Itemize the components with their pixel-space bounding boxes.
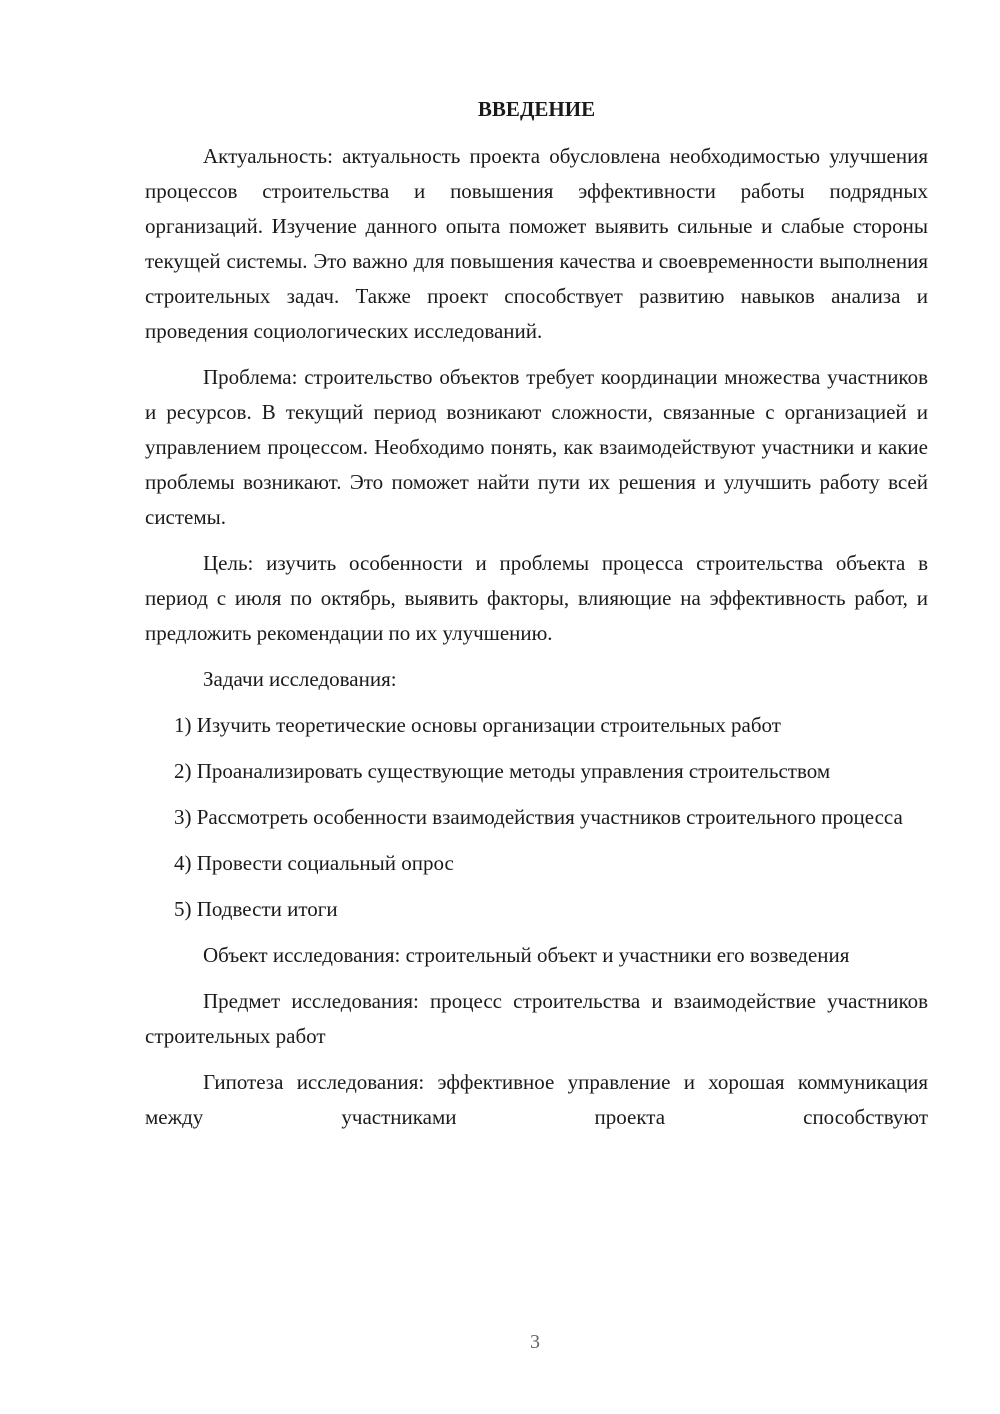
- paragraph-relevance: Актуальность: актуальность проекта обусловлена необходимостью улучшения процессов строительства и повышения эффективности работы подрядных организаций. Изучение данного опыта поможет выявить сильные и слабые стороны текущей системы. Это важно для повышения качества и своевременности выполнения строительных задач. Также проект способствует развитию навыков анализа и проведения социологических исследований.: [145, 144, 928, 343]
- task-item: 1) Изучить теоретические основы организации строительных работ: [174, 713, 781, 737]
- task-item: 4) Провести социальный опрос: [174, 851, 454, 875]
- task-item: 2) Проанализировать существующие методы управления строительством: [174, 759, 831, 783]
- paragraph-goal: Цель: изучить особенности и проблемы процесса строительства объекта в период с июля по октябрь, выявить факторы, влияющие на эффективность работ, и предложить рекомендации по их улучшению.: [145, 551, 928, 645]
- task-item: 3) Рассмотреть особенности взаимодействия участников строительного процесса: [174, 805, 903, 829]
- task-item: 5) Подвести итоги: [174, 897, 338, 921]
- paragraph-hypothesis: Гипотеза исследования: эффективное управление и хорошая коммуникация между участниками проекта способствуют: [145, 1070, 928, 1129]
- paragraph-object: Объект исследования: строительный объект и участники его возведения: [203, 943, 850, 967]
- tasks-title: Задачи исследования:: [203, 667, 397, 691]
- page-number: 3: [530, 1331, 540, 1353]
- paragraph-subject: Предмет исследования: процесс строительства и взаимодействие участников строительных работ: [145, 989, 928, 1048]
- document-body: [145, 92, 928, 1146]
- section-heading: ВВЕДЕНИЕ: [477, 97, 596, 121]
- paragraph-problem: Проблема: строительство объектов требует координации множества участников и ресурсов. В текущий период возникают сложности, связанные с организацией и управлением процессом. Необходимо понять, как взаимодействуют участники и какие проблемы возникают. Это поможет найти пути их решения и улучшить работу всей системы.: [145, 365, 928, 529]
